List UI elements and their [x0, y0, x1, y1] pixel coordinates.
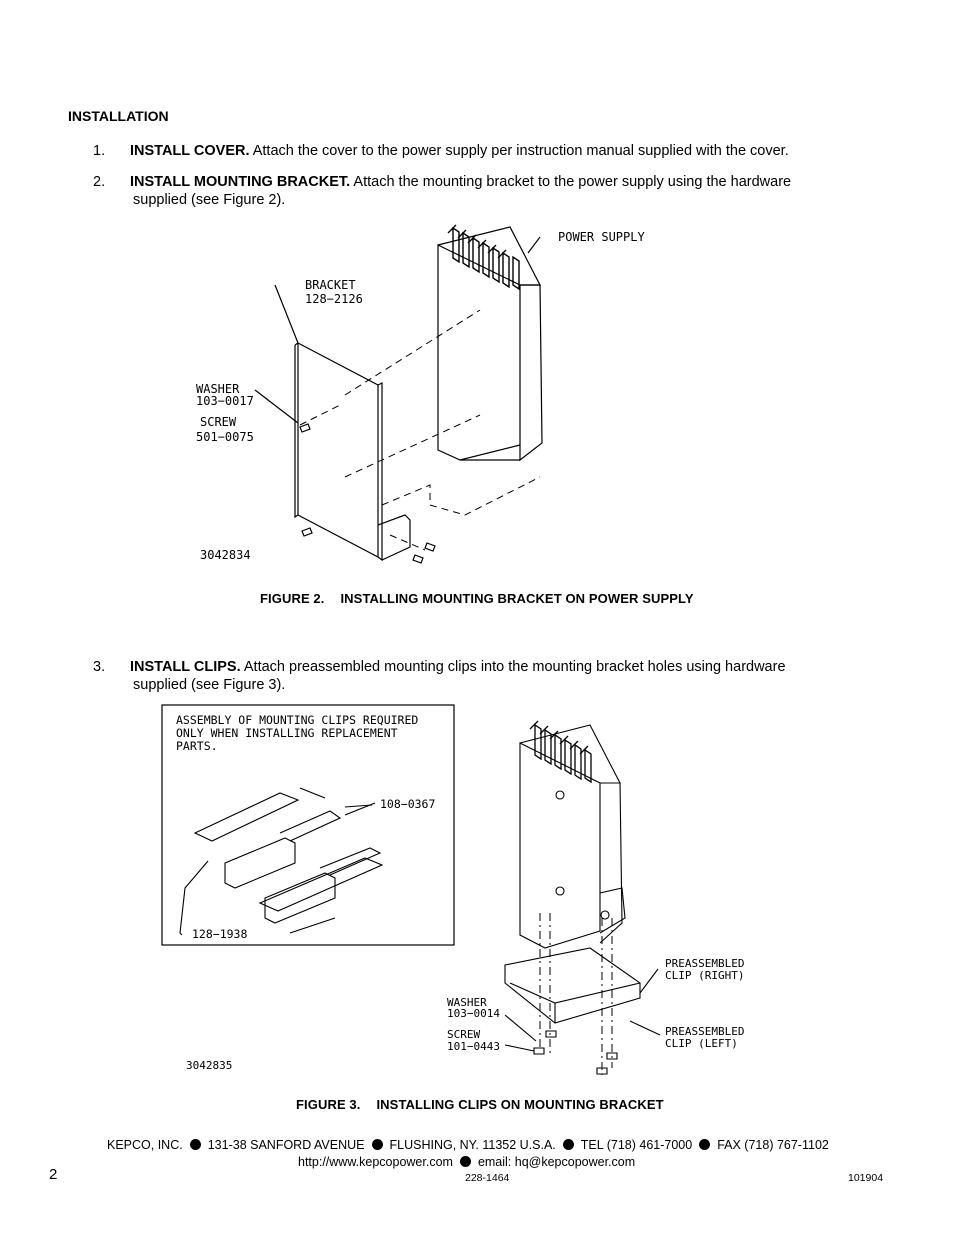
page-number: 2	[49, 1166, 58, 1183]
caption-number: FIGURE 2.	[260, 591, 325, 606]
footer-address-line	[107, 1138, 847, 1152]
caption-number: FIGURE 3.	[296, 1097, 361, 1112]
step-1	[93, 142, 853, 162]
label-screw-pn: 501−0075	[196, 430, 254, 444]
label-clip-pn: 108−0367	[380, 797, 436, 811]
step-number: 2.	[93, 174, 106, 190]
label-clip-right-1: PREASSEMBLED	[665, 957, 745, 970]
label-bracket-pn: 128−2126	[305, 292, 363, 306]
section-title: INSTALLATION	[68, 108, 169, 124]
step-number: 1.	[93, 143, 106, 159]
label-washer: WASHER	[196, 382, 240, 396]
label-screw: SCREW	[200, 415, 237, 429]
footer-web-line	[298, 1155, 635, 1169]
note-line-3: PARTS.	[176, 739, 218, 753]
footer-fax: FAX (718) 767-1102	[717, 1138, 829, 1152]
label-bracket: BRACKET	[305, 278, 356, 292]
step-title: INSTALL COVER.	[130, 143, 250, 159]
step-text: Attach preassembled mounting clips into the mounting bracket holes using hardware	[240, 659, 786, 675]
step-number: 3.	[93, 659, 106, 675]
footer-web[interactable]: http://www.kepcopower.com	[298, 1155, 453, 1169]
figure-3-caption	[296, 1097, 664, 1112]
footer-company: KEPCO, INC.	[107, 1138, 183, 1152]
figure-3-drawing	[160, 703, 780, 1083]
label-plate-pn: 128−1938	[192, 927, 248, 941]
step-title: INSTALL CLIPS.	[130, 659, 241, 675]
date-code: 101904	[848, 1172, 884, 1184]
label-screw-pn: 101−0443	[447, 1040, 500, 1053]
label-washer-pn: 103−0017	[196, 394, 254, 408]
label-clip-left-2: CLIP (LEFT)	[665, 1037, 738, 1050]
bullet-icon	[190, 1139, 201, 1150]
drawing-number: 3042834	[200, 548, 251, 562]
doc-number: 228-1464	[465, 1172, 510, 1184]
label-clip-right-2: CLIP (RIGHT)	[665, 969, 745, 982]
figure-2-caption	[260, 591, 694, 606]
footer-tel: TEL (718) 461-7000	[580, 1138, 693, 1152]
step-2	[93, 173, 853, 213]
caption-text: INSTALLING CLIPS ON MOUNTING BRACKET	[376, 1097, 664, 1112]
label-screw: SCREW	[447, 1028, 481, 1041]
step-3	[93, 658, 853, 698]
label-washer: WASHER	[447, 996, 487, 1009]
figure-2-drawing	[180, 215, 700, 575]
bullet-icon	[699, 1139, 710, 1150]
footer-email[interactable]: email: hq@kepcopower.com	[477, 1155, 636, 1169]
step-text-continued: supplied (see Figure 2).	[133, 192, 286, 208]
caption-text: INSTALLING MOUNTING BRACKET ON POWER SUPPLY	[340, 591, 694, 606]
label-washer-pn: 103−0014	[447, 1007, 500, 1020]
drawing-number: 3042835	[186, 1059, 233, 1072]
label-power-supply: POWER SUPPLY	[558, 230, 645, 244]
bullet-icon	[460, 1156, 471, 1167]
note-line-2: ONLY WHEN INSTALLING REPLACEMENT	[176, 726, 398, 740]
step-text: Attach the mounting bracket to the power supply using the hardware	[350, 174, 792, 190]
note-line-1: ASSEMBLY OF MOUNTING CLIPS REQUIRED	[176, 713, 419, 727]
step-title: INSTALL MOUNTING BRACKET.	[130, 174, 351, 190]
label-clip-left-1: PREASSEMBLED	[665, 1025, 745, 1038]
footer-city: FLUSHING, NY. 11352 U.S.A.	[389, 1138, 556, 1152]
bullet-icon	[563, 1139, 574, 1150]
bullet-icon	[372, 1139, 383, 1150]
step-text-continued: supplied (see Figure 3).	[133, 677, 286, 693]
footer-address: 131-38 SANFORD AVENUE	[207, 1138, 365, 1152]
step-text: Attach the cover to the power supply per instruction manual supplied with the cover.	[249, 143, 789, 159]
